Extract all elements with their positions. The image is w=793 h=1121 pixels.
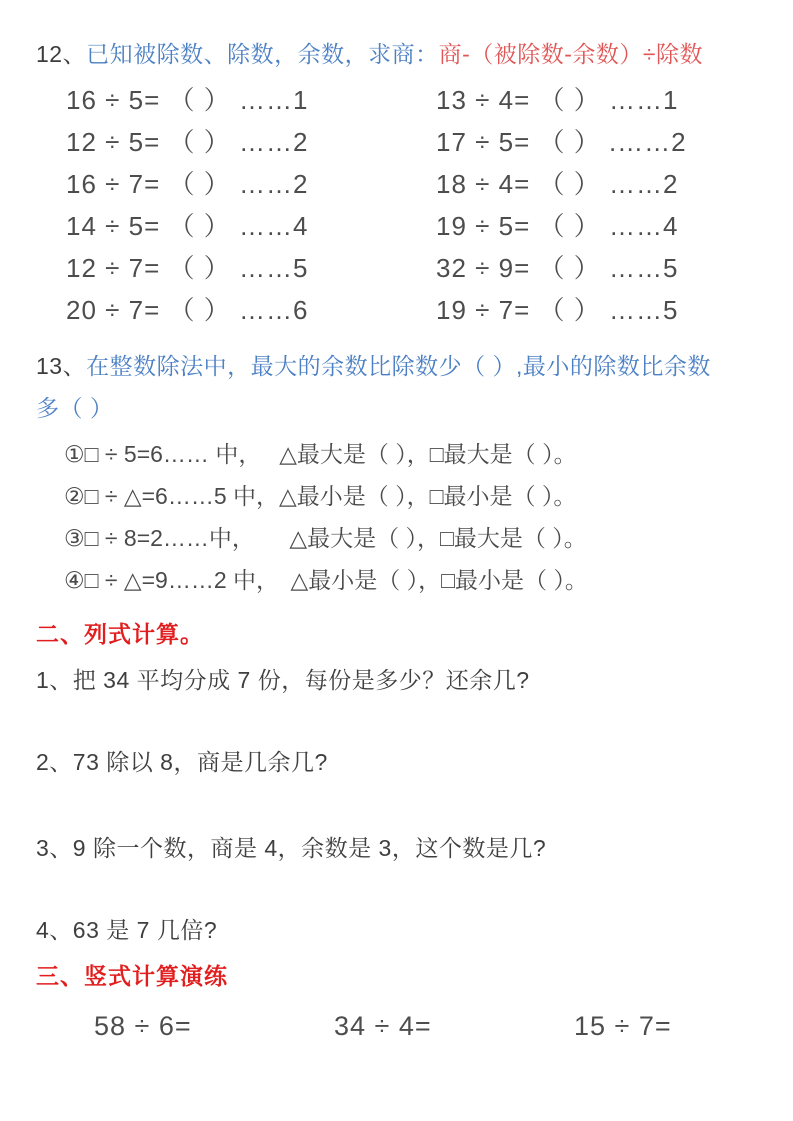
equation: 16 ÷ 7= （ ） ……2: [66, 169, 309, 199]
equation: 13 ÷ 4= （ ） ……1: [436, 85, 679, 115]
vertical-problem-1: 58 ÷ 6=: [94, 1011, 192, 1041]
section3-heading: 三、竖式计算演练: [36, 963, 228, 989]
equation: 18 ÷ 4= （ ） ……2: [436, 169, 679, 199]
q13-subitem-4: ④□ ÷ △=9……2 中， △最小是（ ），□最小是（ ）。: [64, 567, 588, 593]
section3-problems: [36, 1011, 757, 1042]
q12-equation-grid: [36, 86, 757, 325]
equation: 12 ÷ 7= （ ） ……5: [66, 253, 309, 283]
q12-title: [36, 38, 757, 70]
section2-heading: 二、列式计算。: [36, 621, 204, 647]
q13-subitem-2: ②□ ÷ △=6……5 中，△最小是（ ），□最小是（ ）。: [64, 483, 577, 509]
word-problem-1: 1、把 34 平均分成 7 份，每份是多少？还余几?: [36, 667, 530, 693]
q13-subitems: [36, 433, 757, 601]
q13-text-line2: 多（ ）: [36, 395, 114, 421]
vertical-problem-2: 34 ÷ 4=: [334, 1011, 432, 1041]
equation: 32 ÷ 9= （ ） ……5: [436, 253, 679, 283]
equation: 16 ÷ 5= （ ） ……1: [66, 85, 309, 115]
q13-text-line1: 在整数除法中，最大的余数比除数少（ ）,最小的除数比余数: [86, 353, 711, 379]
equation: 19 ÷ 7= （ ） ……5: [436, 295, 679, 325]
q12-formula: 商-（被除数-余数）÷除数: [438, 41, 704, 67]
q12-prompt: 已知被除数、除数，余数，求商：: [86, 41, 439, 67]
q13-subitem-1: ①□ ÷ 5=6…… 中， △最大是（ ），□最大是（ ）。: [64, 441, 577, 467]
vertical-problem-3: 15 ÷ 7=: [574, 1011, 672, 1041]
equation: 19 ÷ 5= （ ） ……4: [436, 211, 679, 241]
q13-number: 13、: [36, 353, 87, 379]
q13-subitem-3: ③□ ÷ 8=2……中， △最大是（ ），□最大是（ ）。: [64, 525, 587, 551]
word-problem-3: 3、9 除一个数，商是 4，余数是 3，这个数是几?: [36, 835, 547, 861]
word-problem-4: 4、63 是 7 几倍?: [36, 917, 218, 943]
q13-title: [36, 345, 757, 429]
word-problem-2: 2、73 除以 8，商是几余几?: [36, 749, 328, 775]
equation: 12 ÷ 5= （ ） ……2: [66, 127, 309, 157]
q12-number: 12、: [36, 41, 87, 67]
equation: 17 ÷ 5= （ ） .……2: [436, 127, 687, 157]
equation: 14 ÷ 5= （ ） ……4: [66, 211, 309, 241]
equation: 20 ÷ 7= （ ） ……6: [66, 295, 309, 325]
